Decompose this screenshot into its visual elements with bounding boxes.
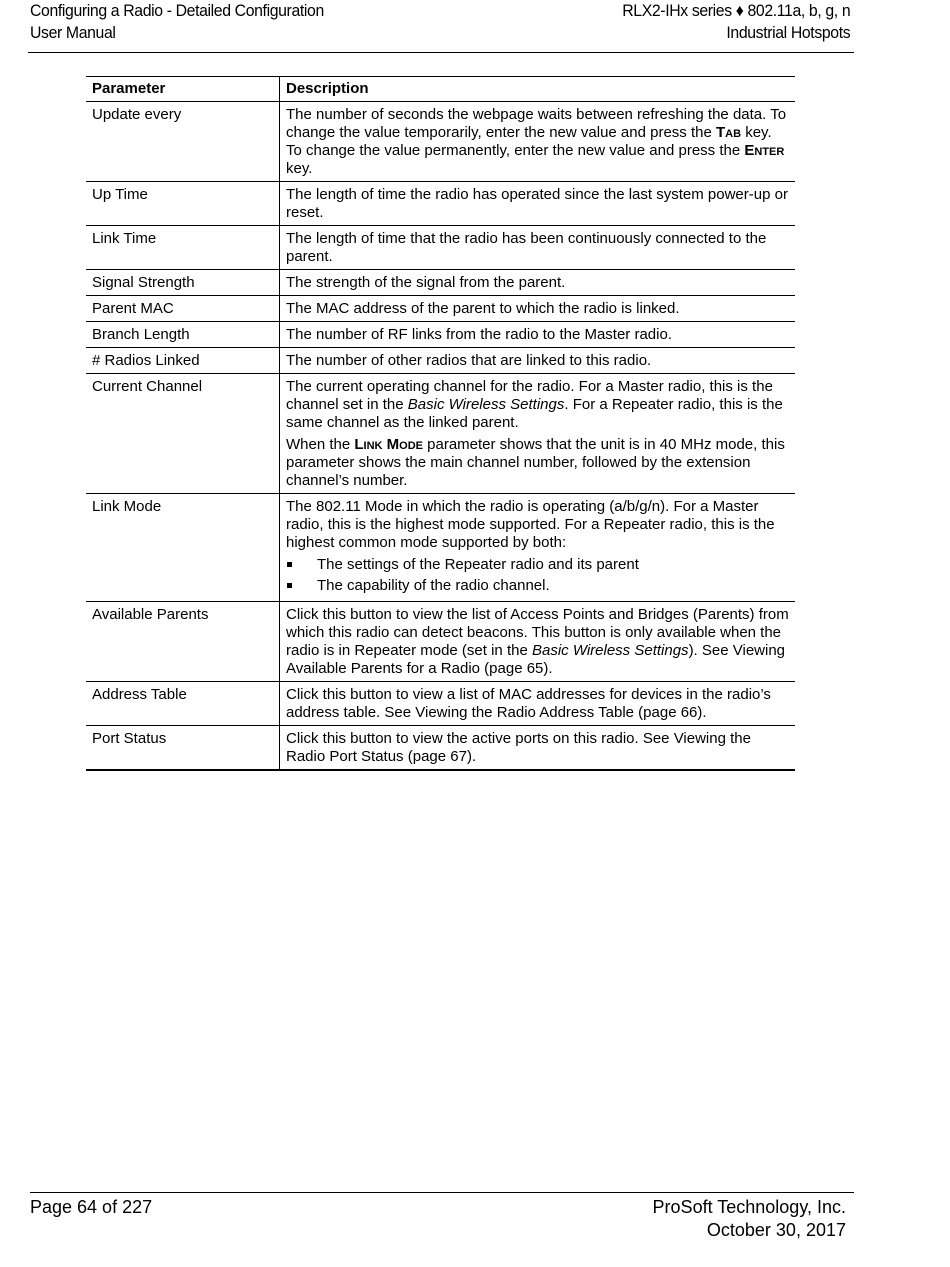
page-number: Page 64 of 227 — [30, 1197, 153, 1217]
text-run: key. To change the value permanently, enter the new value and press the — [286, 124, 772, 159]
text-run: parameter shows that the unit is in 40 MHz mode, this parameter shows the main channel number, followed by the extension channel’s number. — [286, 436, 785, 489]
table-row — [86, 226, 795, 270]
parameter-cell: Available Parents — [86, 602, 280, 682]
text-run: The number of seconds the webpage waits between refreshing the data. To change the value temporarily, enter the new value and press the — [286, 106, 787, 141]
description-cell — [280, 102, 796, 182]
table-header-row — [86, 77, 795, 102]
parameter-cell: Signal Strength — [86, 270, 280, 296]
description-cell: The length of time the radio has operated since the last system power-up or reset. — [280, 182, 796, 226]
header-left — [30, 0, 324, 44]
emphasis: Basic Wireless Settings — [531, 642, 689, 659]
parameter-cell: Up Time — [86, 182, 280, 226]
description-cell — [280, 374, 796, 494]
text-run: key. — [286, 160, 313, 177]
table-row — [86, 374, 795, 494]
parameter-cell: # Radios Linked — [86, 348, 280, 374]
bullet-list — [286, 556, 789, 595]
table-row — [86, 602, 795, 682]
header-right — [622, 0, 850, 44]
parameter-cell: Current Channel — [86, 374, 280, 494]
company-name: ProSoft Technology, Inc. — [652, 1197, 846, 1217]
table-row — [86, 726, 795, 771]
description-cell — [280, 494, 796, 602]
parameter-cell: Update every — [86, 102, 280, 182]
text-run: The current operating channel for the radio. For a Master radio, this is the channel set in the — [286, 378, 773, 413]
table-row — [86, 682, 795, 726]
description-cell: The MAC address of the parent to which the radio is linked. — [280, 296, 796, 322]
description-paragraph — [286, 378, 789, 432]
description-cell: The number of RF links from the radio to the Master radio. — [280, 322, 796, 348]
text-run: . For a Repeater radio, this is the same channel as the linked parent. — [286, 396, 783, 431]
table-row — [86, 296, 795, 322]
description-cell: The strength of the signal from the parent. — [280, 270, 796, 296]
description-cell: The number of other radios that are linked to this radio. — [280, 348, 796, 374]
text-run: Click this button to view the list of Access Points and Bridges (Parents) from which this radio can detect beacons. This button is only available when the radio is in Repeater mode (set in the — [286, 606, 789, 659]
key-name: Enter — [744, 142, 785, 159]
table-row — [86, 348, 795, 374]
emphasis: Basic Wireless Settings — [407, 396, 565, 413]
table-row — [86, 182, 795, 226]
parameter-cell: Branch Length — [86, 322, 280, 348]
table-row — [86, 322, 795, 348]
description-cell — [280, 602, 796, 682]
description-cell: Click this button to view the active ports on this radio. See Viewing the Radio Port Status (page 67). — [280, 726, 796, 771]
column-header-parameter: Parameter — [86, 77, 280, 102]
publish-date: October 30, 2017 — [706, 1220, 846, 1240]
footer-right — [653, 1196, 846, 1242]
table-row — [86, 270, 795, 296]
text-run: ). See Viewing Available Parents for a Radio (page 65). — [286, 642, 786, 677]
column-header-description: Description — [280, 77, 796, 102]
page-header — [30, 0, 851, 53]
footer-rule — [30, 1192, 854, 1193]
header-product-line: RLX2-IHx series ♦ 802.11a, b, g, n — [622, 1, 851, 20]
parameter-cell: Link Mode — [86, 494, 280, 602]
description-cell: The length of time that the radio has been continuously connected to the parent. — [280, 226, 796, 270]
parameter-reference: Link Mode — [354, 436, 423, 453]
header-rule — [28, 52, 854, 53]
list-item: The capability of the radio channel. — [286, 577, 789, 595]
description-paragraph — [286, 436, 789, 490]
parameter-cell: Link Time — [86, 226, 280, 270]
key-name: Tab — [715, 124, 742, 141]
header-manual-type: User Manual — [30, 23, 116, 42]
header-section-title: Configuring a Radio - Detailed Configuration — [30, 1, 324, 20]
description-cell: Click this button to view a list of MAC addresses for devices in the radio’s address table. See Viewing the Radio Address Table (page 66). — [280, 682, 796, 726]
parameter-table — [86, 76, 795, 771]
parameter-cell: Parent MAC — [86, 296, 280, 322]
parameter-cell: Port Status — [86, 726, 280, 771]
parameter-cell: Address Table — [86, 682, 280, 726]
description-paragraph: The 802.11 Mode in which the radio is operating (a/b/g/n). For a Master radio, this is the highest mode supported. For a Repeater radio, this is the highest common mode supported by both: — [286, 498, 775, 551]
table-row — [86, 494, 795, 602]
table-row — [86, 102, 795, 182]
list-item: The settings of the Repeater radio and its parent — [286, 556, 789, 574]
text-run: When the — [286, 436, 355, 453]
header-product-type: Industrial Hotspots — [726, 23, 851, 42]
